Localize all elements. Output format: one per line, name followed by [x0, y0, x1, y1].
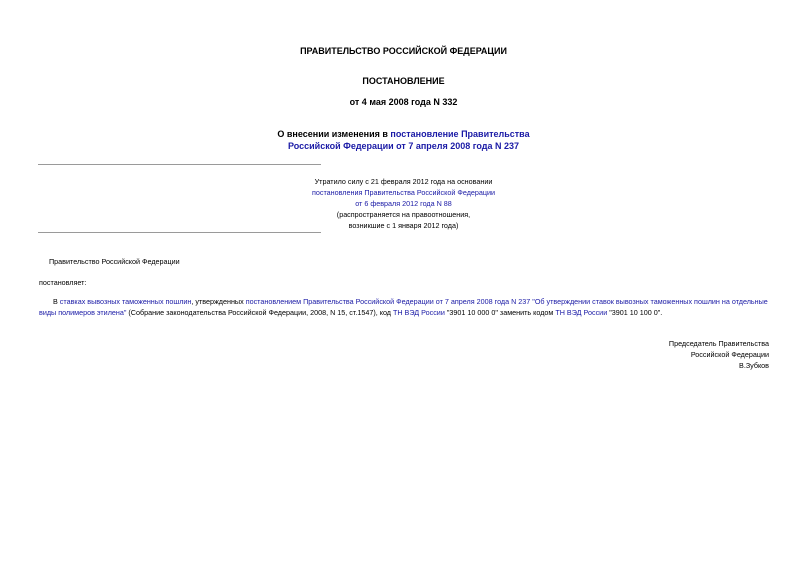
decrees-line: постановляет: [39, 278, 87, 287]
paragraph-start: В [53, 297, 60, 306]
status-line3: (распространяется на правоотношения, [336, 210, 471, 219]
document-date: от 4 мая 2008 года N 332 [349, 97, 458, 107]
paragraph-text1: , утвержденных [191, 297, 246, 306]
title-prefix: О внесении изменения в [277, 129, 391, 139]
paragraph-text3: "3901 10 000 0" заменить кодом [444, 308, 556, 317]
signature-block [669, 338, 769, 371]
document-title [0, 128, 807, 152]
divider-bottom [38, 232, 321, 233]
status-line4: возникшие с 1 января 2012 года) [348, 221, 459, 230]
divider-top [38, 164, 321, 165]
status-line1: Утратило силу с 21 февраля 2012 года на основании [314, 177, 493, 186]
document-type: ПОСТАНОВЛЕНИЕ [362, 76, 445, 86]
signature-position-line2: Российской Федерации [690, 350, 769, 359]
paragraph-text4: "3901 10 100 0". [607, 308, 663, 317]
status-link-line1[interactable]: постановления Правительства Российской Федерации [311, 188, 496, 197]
signature-position: Председатель Правительства [668, 339, 769, 348]
export-duty-rates-link[interactable]: ставках вывозных таможенных пошлин [59, 297, 192, 306]
paragraph-text2: (Собрание законодательства Российской Федерации, 2008, N 15, ст.1547), код [126, 308, 393, 317]
signature-name: В.Зубков [739, 361, 769, 370]
government-line: Правительство Российской Федерации [49, 257, 180, 266]
issuing-authority: ПРАВИТЕЛЬСТВО РОССИЙСКОЙ ФЕДЕРАЦИИ [300, 46, 507, 56]
title-link-line2[interactable]: Российской Федерации от 7 апреля 2008 года N 237 [287, 141, 520, 151]
title-link-line1[interactable]: постановление Правительства [390, 129, 530, 139]
status-note [0, 176, 807, 231]
status-link-line2[interactable]: от 6 февраля 2012 года N 88 [355, 199, 452, 208]
tnved-link-1[interactable]: ТН ВЭД России [392, 308, 445, 317]
tnved-link-2[interactable]: ТН ВЭД России [555, 308, 608, 317]
resolution-237-link[interactable]: постановлением Правительства Российской Федерации от 7 апреля 2008 года N 237 "Об утверждении ставок вывозных таможенных пошлин на отдельные виды полимеров этилена" [39, 297, 768, 317]
main-paragraph [39, 296, 769, 318]
